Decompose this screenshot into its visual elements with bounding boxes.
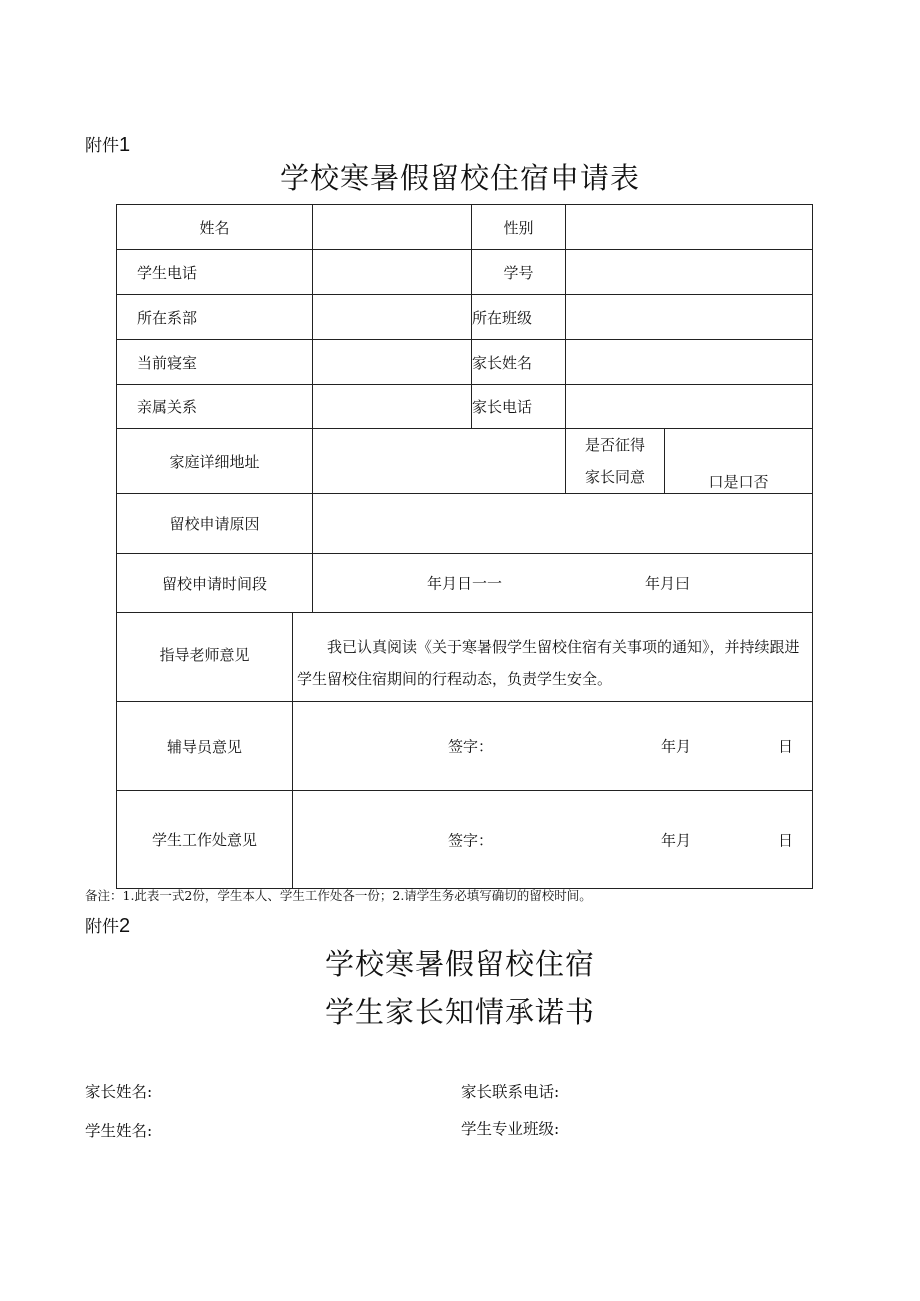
reason-label: 留校申请原因 — [117, 494, 313, 554]
table-row — [117, 554, 813, 613]
period-label: 留校申请时间段 — [117, 554, 313, 613]
consent-label-line-2: 家长同意 — [585, 468, 646, 486]
address-label: 家庭详细地址 — [117, 429, 313, 494]
table-row — [117, 295, 813, 340]
signature-label: 签字： — [448, 831, 494, 849]
signature-label: 签字： — [448, 737, 494, 756]
reason-input-cell[interactable] — [313, 494, 813, 554]
application-form-table — [116, 204, 813, 889]
pledge-title-line-1: 学校寒暑假留校住宿 — [324, 947, 595, 981]
phone-label: 学生电话 — [117, 250, 313, 295]
advisor-opinion-cell[interactable] — [293, 613, 813, 702]
student-name-field[interactable]: 学生姓名: — [85, 1122, 153, 1140]
year-month-label: 年月 — [661, 737, 692, 756]
parent-name-field[interactable]: 家长姓名: — [85, 1083, 153, 1101]
advisor-opinion-text: 我已认真阅读《关于寒暑假学生留校住宿有关事项的通知》，并持续跟进学生留校住宿期间的行程动态，负责学生安全。 — [297, 638, 800, 688]
table-row — [117, 250, 813, 295]
student-id-label: 学号 — [472, 250, 566, 295]
attachment-number: 2 — [119, 915, 131, 937]
table-row — [117, 205, 813, 250]
attachment-number: 1 — [119, 134, 131, 156]
attachment-label-text: 附件 — [85, 136, 119, 156]
relation-label: 亲属关系 — [117, 385, 313, 429]
student-major-class-field[interactable]: 学生专业班级: — [461, 1120, 560, 1138]
table-row — [117, 494, 813, 554]
parent-phone-label: 家长电话 — [472, 385, 566, 429]
consent-options[interactable]: 口是口否 — [665, 429, 813, 494]
parent-phone-input-cell[interactable] — [566, 385, 813, 429]
dorm-input-cell[interactable] — [313, 340, 472, 385]
office-opinion-cell[interactable] — [293, 791, 813, 889]
department-input-cell[interactable] — [313, 295, 472, 340]
pledge-title-line-2: 学生家长知情承诺书 — [324, 995, 595, 1029]
table-row — [117, 340, 813, 385]
class-input-cell[interactable] — [566, 295, 813, 340]
day-label: 日 — [778, 737, 794, 756]
name-input-cell[interactable] — [313, 205, 472, 250]
office-label: 学生工作处意见 — [117, 791, 293, 889]
table-row — [117, 613, 813, 702]
attachment-1-label — [85, 135, 130, 155]
attachment-2-label — [85, 916, 130, 936]
department-label: 所在系部 — [117, 295, 313, 340]
table-row — [117, 791, 813, 889]
period-to: 年月曰 — [645, 574, 691, 593]
day-label: 日 — [778, 831, 794, 849]
phone-input-cell[interactable] — [313, 250, 472, 295]
address-input-cell[interactable] — [313, 429, 566, 494]
table-row — [117, 385, 813, 429]
counselor-label: 辅导员意见 — [117, 702, 293, 791]
consent-label-line-1: 是否征得 — [585, 436, 646, 454]
parent-name-label: 家长姓名 — [472, 340, 566, 385]
parent-contact-field[interactable]: 家长联系电话: — [461, 1083, 560, 1101]
form-title: 学校寒暑假留校住宿申请表 — [279, 161, 640, 195]
student-id-input-cell[interactable] — [566, 250, 813, 295]
parent-name-input-cell[interactable] — [566, 340, 813, 385]
year-month-label: 年月 — [661, 831, 692, 849]
class-label: 所在班级 — [472, 295, 566, 340]
period-from: 年月日一一 — [427, 574, 503, 593]
attachment-label-text: 附件 — [85, 917, 119, 937]
dorm-label: 当前寝室 — [117, 340, 313, 385]
period-input-cell[interactable] — [313, 554, 813, 613]
name-label: 姓名 — [117, 205, 313, 250]
advisor-label: 指导老师意见 — [117, 613, 293, 702]
relation-input-cell[interactable] — [313, 385, 472, 429]
consent-label — [566, 429, 665, 494]
form-note: 备注：1.此表一式2份，学生本人、学生工作处各一份；2.请学生务必填写确切的留校时间。 — [85, 888, 592, 903]
gender-input-cell[interactable] — [566, 205, 813, 250]
gender-label: 性别 — [472, 205, 566, 250]
table-row — [117, 702, 813, 791]
counselor-opinion-cell[interactable] — [293, 702, 813, 791]
table-row — [117, 429, 813, 494]
